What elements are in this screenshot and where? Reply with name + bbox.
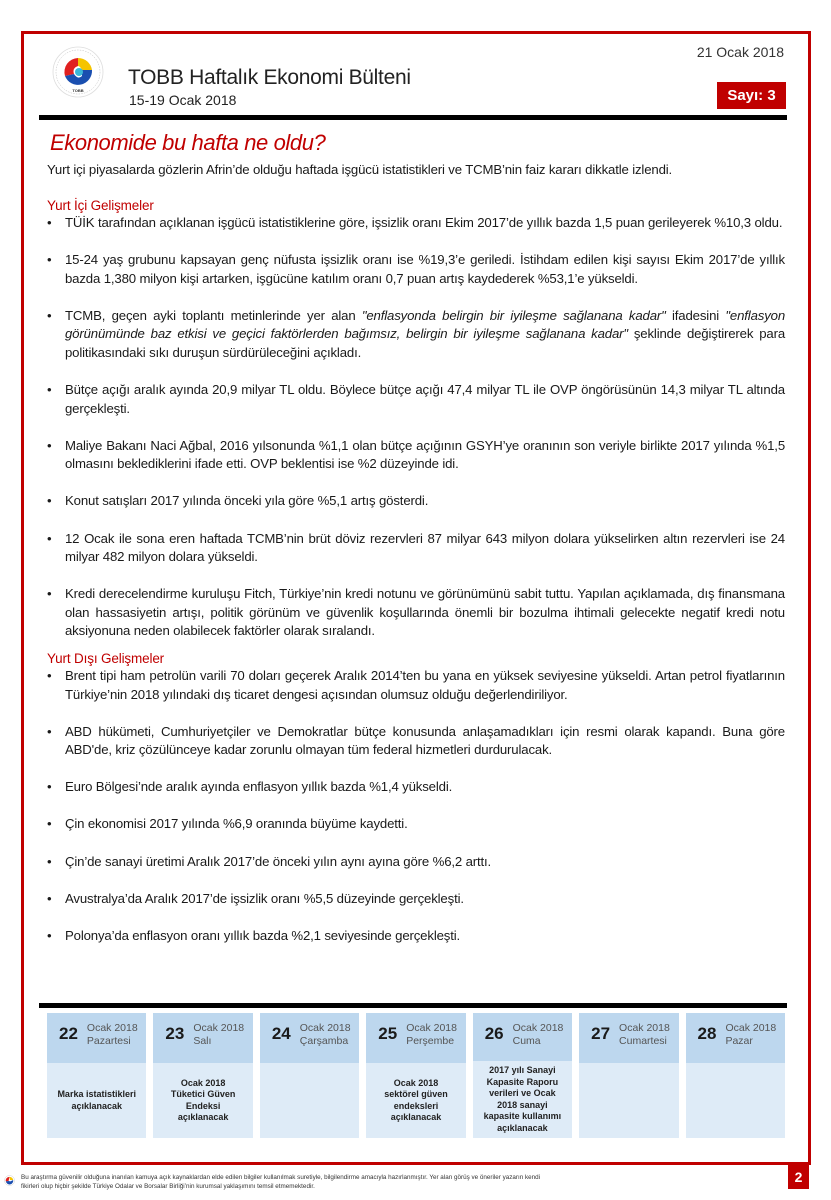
calendar-day xyxy=(686,1013,785,1138)
page-headline: Ekonomide bu hafta ne oldu? xyxy=(50,130,326,155)
day-month: Ocak 2018 xyxy=(619,1022,670,1034)
day-month: Ocak 2018 xyxy=(512,1022,564,1034)
quote-text: "enflasyonda belirgin bir iyileşme sağlanana kadar" xyxy=(361,307,666,323)
weekly-calendar xyxy=(47,1013,785,1138)
day-weekday: Cuma xyxy=(512,1035,541,1047)
day-number: 27 xyxy=(591,1024,611,1043)
issue-badge: Sayı: 3 xyxy=(717,82,786,109)
calendar-event: Ocak 2018 sektörel güven endeksleri açıklanacak xyxy=(366,1063,465,1138)
top-divider xyxy=(39,115,787,120)
calendar-day-header xyxy=(686,1013,785,1063)
day-weekday: Cumartesi xyxy=(619,1035,667,1047)
calendar-day xyxy=(47,1013,146,1138)
publish-date: 21 Ocak 2018 xyxy=(696,44,784,60)
news-item: • Bütçe açığı aralık ayında 20,9 milyar TL oldu. Böylece bütçe açığı 47,4 milyar TL ile OVP öngörüsünün 14,3 milyar TL altında gerçekleşti. xyxy=(47,381,785,418)
bottom-divider xyxy=(39,1003,787,1008)
footer-disclaimer: Bu araştırma güvenilir olduğuna inanılan kamuya açık kaynaklardan elde edilen bilgiler kullanılmak suretiyle, bilgilendirme amacıyla hazırlanmıştır. Yer alan görüş ve öneriler yazarın kendi fikirleri olup hiçbir şekilde Türkiye Odalar ve Borsalar Birliği’nin kurumsal yaklaşımını temsil etmemektedir. xyxy=(21,1174,541,1190)
day-meta xyxy=(87,1022,138,1048)
calendar-day-header xyxy=(47,1013,146,1063)
news-text: şeklinde değiştirerek para politikasındaki sıkı duruşun sürdürüleceğini açıkladı. xyxy=(65,326,786,360)
day-meta xyxy=(193,1022,244,1048)
news-item: • TÜİK tarafından açıklanan işgücü istatistiklerine göre, işsizlik oranı Ekim 2017’de yıllık bazda 1,5 puan gerileyerek %10,3 oldu. xyxy=(47,214,785,233)
calendar-day-header xyxy=(579,1013,678,1063)
news-item: • ABD hükümeti, Cumhuriyetçiler ve Demokratlar bütçe konusunda anlaşamadıkları için resmi olarak kapandı. Buna göre ABD'de, kriz çözülünceye kadar zorunlu olmayan tüm federal hizmetleri durdurulacak. xyxy=(47,723,785,760)
quote-text: "enflasyon görünümünde baz etkisi ve geçici faktörlerden bağımsız, belirgin bir iyileşme sağlanana kadar" xyxy=(65,307,786,342)
intro-paragraph: Yurt içi piyasalarda gözlerin Afrin’de olduğu haftada işgücü istatistikleri ve TCMB’nin faiz kararı dikkatle izlendi. xyxy=(47,162,673,177)
day-weekday: Çarşamba xyxy=(299,1035,349,1047)
day-meta xyxy=(406,1022,457,1048)
svg-text:TOBB: TOBB xyxy=(72,88,84,93)
news-item: • Çin’de sanayi üretimi Aralık 2017’de önceki yılın aynı ayına göre %6,2 arttı. xyxy=(47,853,785,872)
news-item: • Maliye Bakanı Naci Ağbal, 2016 yılsonunda %1,1 olan bütçe açığının GSYH’ye oranının son veriyle birlikte 2017 yılında %1,5 olmasını beklediklerini ifade etti. OVP beklentisi ise %2 düzeyinde idi. xyxy=(47,437,785,474)
news-item: • Konut satışları 2017 yılında önceki yıla göre %5,1 artış gösterdi. xyxy=(47,492,785,511)
section-title-foreign: Yurt Dışı Gelişmeler xyxy=(47,651,165,666)
calendar-day xyxy=(579,1013,678,1138)
news-item: • Brent tipi ham petrolün varili 70 doları geçerek Aralık 2014’ten bu yana en yüksek seviyesine yükseldi. Artan petrol fiyatlarının Türkiye’nin 2018 yılındaki dış ticaret dengesi açısından olumsuz olduğu değerlendiriliyor. xyxy=(47,667,785,704)
day-number: 25 xyxy=(378,1024,398,1043)
news-item: • Polonya’da enflasyon oranı yıllık bazda %2,1 seviyesinde gerçekleşti. xyxy=(47,927,785,946)
day-meta xyxy=(300,1022,351,1048)
day-meta xyxy=(513,1022,564,1048)
day-weekday: Pazartesi xyxy=(86,1035,131,1047)
day-number: 23 xyxy=(165,1024,185,1043)
news-item xyxy=(47,307,785,363)
day-month: Ocak 2018 xyxy=(725,1022,777,1034)
news-item: • Çin ekonomisi 2017 yılında %6,9 oranında büyüme kaydetti. xyxy=(47,815,785,834)
calendar-event: 2017 yılı Sanayi Kapasite Raporu verileri ve Ocak 2018 sanayi kapasite kullanımı açıklanacak xyxy=(473,1061,572,1138)
foreign-news-list xyxy=(47,667,785,945)
news-text: TCMB, geçen ayki toplantı metinlerinde yer alan xyxy=(65,307,362,323)
day-meta xyxy=(619,1022,670,1048)
news-item: • Euro Bölgesi’nde aralık ayında enflasyon yıllık bazda %1,4 yükseldi. xyxy=(47,778,785,797)
day-weekday: Perşembe xyxy=(406,1035,455,1047)
calendar-event: Marka istatistikleri açıklanacak xyxy=(47,1063,146,1138)
calendar-event xyxy=(260,1063,359,1138)
calendar-day xyxy=(153,1013,252,1138)
news-item: • 12 Ocak ile sona eren haftada TCMB’nin brüt döviz rezervleri 87 milyar 643 milyon dolara yükselirken altın rezervleri ise 24 milyar 482 milyon dolara yükseldi. xyxy=(47,530,785,567)
day-meta xyxy=(725,1022,776,1048)
bulletin-title: TOBB Haftalık Ekonomi Bülteni xyxy=(128,66,411,89)
calendar-day-header xyxy=(366,1013,465,1063)
day-weekday: Salı xyxy=(193,1035,212,1047)
calendar-day-header xyxy=(260,1013,359,1063)
news-text: ifadesini xyxy=(665,307,726,323)
news-item: • 15-24 yaş grubunu kapsayan genç nüfusta işsizlik oranı ise %19,3’e geriledi. İstihdam edilen kişi sayısı Ekim 2017’de yıllık bazda 1,380 milyon kişi artarken, işgücüne katılım oranı 0,7 puan artış kaydederek %53,1’e yükseldi. xyxy=(47,251,785,288)
calendar-day xyxy=(260,1013,359,1138)
calendar-day-header xyxy=(473,1013,572,1061)
day-number: 24 xyxy=(271,1024,291,1043)
tobb-small-logo-icon xyxy=(4,1175,15,1186)
day-number: 26 xyxy=(484,1024,504,1043)
news-item: • Avustralya’da Aralık 2017’de işsizlik oranı %5,5 düzeyinde gerçekleşti. xyxy=(47,890,785,909)
day-month: Ocak 2018 xyxy=(86,1022,138,1034)
day-number: 28 xyxy=(697,1024,717,1043)
page-number: 2 xyxy=(788,1165,809,1189)
news-item: • Kredi derecelendirme kuruluşu Fitch, Türkiye’nin kredi notunu ve görünümünü sabit tuttu. Yapılan açıklamada, dış finansmana olan hassasiyetin artışı, politik görünüm ve güvenlik koşullarında önemli bir bozulma ihtimali gelecekte negatif kredi notu aksiyonuna neden olabilecek faktörler olarak sıralandı. xyxy=(47,585,785,641)
calendar-day xyxy=(366,1013,465,1138)
day-month: Ocak 2018 xyxy=(299,1022,351,1034)
day-month: Ocak 2018 xyxy=(193,1022,245,1034)
news-content xyxy=(47,198,785,964)
tobb-logo-icon xyxy=(52,46,104,98)
day-weekday: Pazar xyxy=(725,1035,753,1047)
section-title-domestic: Yurt İçi Gelişmeler xyxy=(47,198,154,213)
day-number: 22 xyxy=(59,1024,78,1043)
bulletin-date-range: 15-19 Ocak 2018 xyxy=(129,92,237,108)
calendar-event: Ocak 2018 Tüketici Güven Endeksi açıklanacak xyxy=(153,1063,252,1138)
calendar-event xyxy=(686,1063,785,1138)
day-month: Ocak 2018 xyxy=(406,1022,457,1034)
calendar-event xyxy=(579,1063,678,1138)
calendar-day xyxy=(473,1013,572,1138)
domestic-news-list xyxy=(47,214,785,641)
calendar-day-header xyxy=(153,1013,252,1063)
